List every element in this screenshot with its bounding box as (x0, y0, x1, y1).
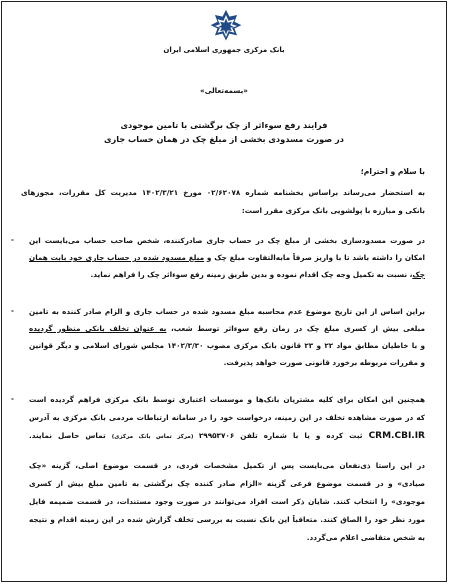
p1-line-2-text: امکان را داشته باشد تا با واریز صرفاً مابه‌التفاوت مبلغ چک و (204, 253, 425, 262)
bullet-dash: - (11, 236, 14, 244)
p2-line-4: و مقررات مربوطه برخورد قانونی صورت خواهد پذیرفت. (223, 358, 425, 367)
p1-line-3-text: ، نسبت به تکمیل وجه چک اقدام نموده و بدین طریق زمینه رفع سوءاثر چک را فراهم نماید. (90, 270, 413, 279)
bank-name: بانک مرکزی جمهوری اسلامی ایران (163, 46, 285, 54)
p4-line-3: موجودی» را انتخاب کنند. شایان ذکر است افراد می‌توانند در صورت وجود مستندات، در قسمت ضمیمه فایل (29, 497, 425, 506)
bullet-dash: - (11, 395, 14, 403)
crm-url: CRM.CBI.IR (368, 431, 425, 441)
p2-line-2-underlined: به عنوان تخلف بانکی منظور گردیده (29, 324, 167, 333)
p4-line-2: صیادی» و در قسمت موضوع فرعی گزینه «الزام صادر کننده چک برگشتی به تامین مبلغ بیش از کسری (29, 479, 425, 488)
p1-line-2-underlined: مبلغ مسدود شده در حساب جاری خود بابت همان (29, 253, 205, 262)
greeting: با سلام و احترام؛ (360, 167, 425, 176)
document-title-line-2: در صورت مسدودی بخشی از مبلغ چک در همان حساب جاری (104, 134, 344, 144)
bullet-dash: - (11, 307, 14, 315)
p4-line-5: به شخص متقاضی اعلام می‌گردد. (306, 533, 425, 542)
p3-line-3-text: ثبت کرده و یا با شماره تلفن ۲۹۹۵۳۷۰۶ (198, 431, 369, 440)
p1-line-1: در صورت مسدودسازی بخشی از مبلغ چک در حساب جاری صادرکننده، شخص صاحب حساب می‌بایست این (29, 236, 425, 245)
p4-line-1: در این راستا ذی‌نفعان می‌بایست پس از تکمیل مشخصات فردی، در قسمت موضوع اصلی، گزینه «چک (29, 461, 425, 470)
p3-line-3 (29, 431, 425, 442)
p1-line-3-underlined: چک (412, 270, 425, 279)
p3-line-3-end: تماس حاصل نمایند. (29, 431, 112, 440)
p3-line-1: همچنین این امکان برای کلیه مشتریان بانک‌ها و موسسات اعتباری توسط بانک مرکزی فراهم گردیده است (29, 395, 425, 404)
p1-line-3 (29, 270, 425, 280)
p4-line-4: مورد نظر خود را الصاق کنند. متعاقباً این بانک نسبت به بررسی تخلف گزارش شده در این زمینه اقدام و نتیجه (29, 515, 425, 524)
intro-line-2: بانکی و مبارزه با پولشویی بانک مرکزی مقرر است: (241, 206, 425, 215)
p2-line-3: و با خاطیان مطابق مواد ۲۲ و ۲۳ قانون بانک مرکزی مصوب ۱۴۰۲/۳/۳۰ مجلس شورای اسلامی و دیگر قوانین (29, 341, 425, 350)
bismillah-heading: «بسمه‌تعالی» (200, 86, 248, 95)
intro-line-1: به استحضار می‌رساند براساس بخشنامه شماره ۰۲/۶۲۰۷۸ مورخ ۱۴۰۲/۳/۲۱ مدیریت کل مقررات، مجوزهای (21, 188, 425, 197)
p2-line-2-text: مبلغی بیش از کسری مبلغ چک در زمان رفع سوءاثر توسط شعب، (166, 324, 425, 333)
document-page (1, 1, 447, 582)
p1-line-2 (29, 253, 425, 263)
p2-line-1: براین اساس از این تاریخ موضوع عدم محاسبه مبلغ مسدود شده در حساب جاری و الزام صادر کننده به تامین (29, 307, 425, 316)
central-bank-logo (209, 9, 243, 43)
document-title-line-1: فرایند رفع سوءاثر از چک برگشتی با تامین موجودی (120, 120, 328, 130)
p3-line-2: که در صورت مشاهده تخلف در این زمینه، درخواست خود را در سامانه ارتباطات مردمی بانک مرکزی به آدرس (29, 413, 425, 422)
p2-line-2 (29, 324, 425, 334)
call-center-note: (مرکز تماس بانک مرکزی) (111, 434, 199, 440)
